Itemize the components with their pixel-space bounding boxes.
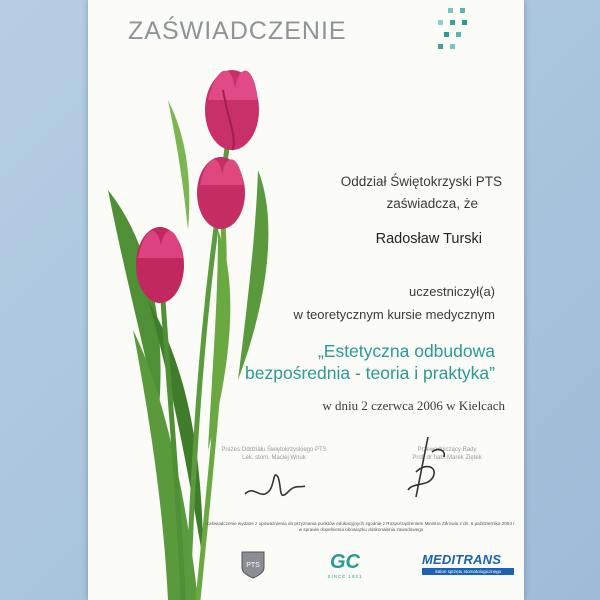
leaf-top (168, 100, 189, 230)
signature-right (398, 432, 458, 502)
signature-left-name: Lek. stom. Maciej Wnuk (242, 455, 306, 461)
decorative-dots (430, 6, 480, 56)
gc-tagline: SINCE 1921 (327, 574, 363, 579)
recipient-name: Radosław Turski (375, 231, 482, 247)
signature-right-role: Przewodniczący Rady (417, 447, 477, 453)
course-title-line-1: „Estetyczna odbudowa (317, 341, 495, 361)
course-title-line-2: bezpośrednia - teoria i praktyka” (245, 363, 495, 383)
signature-left-role: Prezes Oddziału Świętokrzyskiego PTS (221, 447, 327, 453)
issuer-line: Oddział Świętokrzyski PTS (340, 174, 502, 189)
signature-left-caption (214, 446, 334, 462)
pts-logo-text: PTS (246, 562, 260, 569)
certificate-title: ZAŚWIADCZENIE (128, 17, 347, 45)
meditrans-logo: MEDITRANS (422, 552, 502, 567)
signature-right-name: Prof. dr hab. Marek Ziętek (412, 455, 482, 461)
course-intro-line: w teoretycznym kursie medycznym (293, 307, 495, 322)
certifies-line: zaświadcza, że (386, 196, 478, 211)
date-place-line: w dniu 2 czerwca 2006 w Kielcach (322, 398, 505, 413)
pts-logo (240, 550, 266, 580)
tulip-top (205, 70, 259, 150)
footer-note: Zaświadczenie wydane z upoważnienia do przyznania punktów edukacyjnych zgodnie z Rozporządzeniem Ministra Zdrowia z dn. 6 października 2004 r. w sprawie dopełnienia obowiązku doskonalenia zawodowego (206, 521, 516, 532)
tulip-middle (197, 157, 245, 229)
signature-left (240, 462, 310, 507)
gc-logo-text: GC (330, 551, 360, 573)
tulip-lower (136, 227, 184, 303)
meditrans-tagline: Salon sprzętu stomatologicznego (422, 568, 514, 575)
gc-logo (305, 548, 385, 574)
tulip-illustration (88, 0, 308, 600)
participated-line: uczestniczył(a) (409, 284, 495, 299)
